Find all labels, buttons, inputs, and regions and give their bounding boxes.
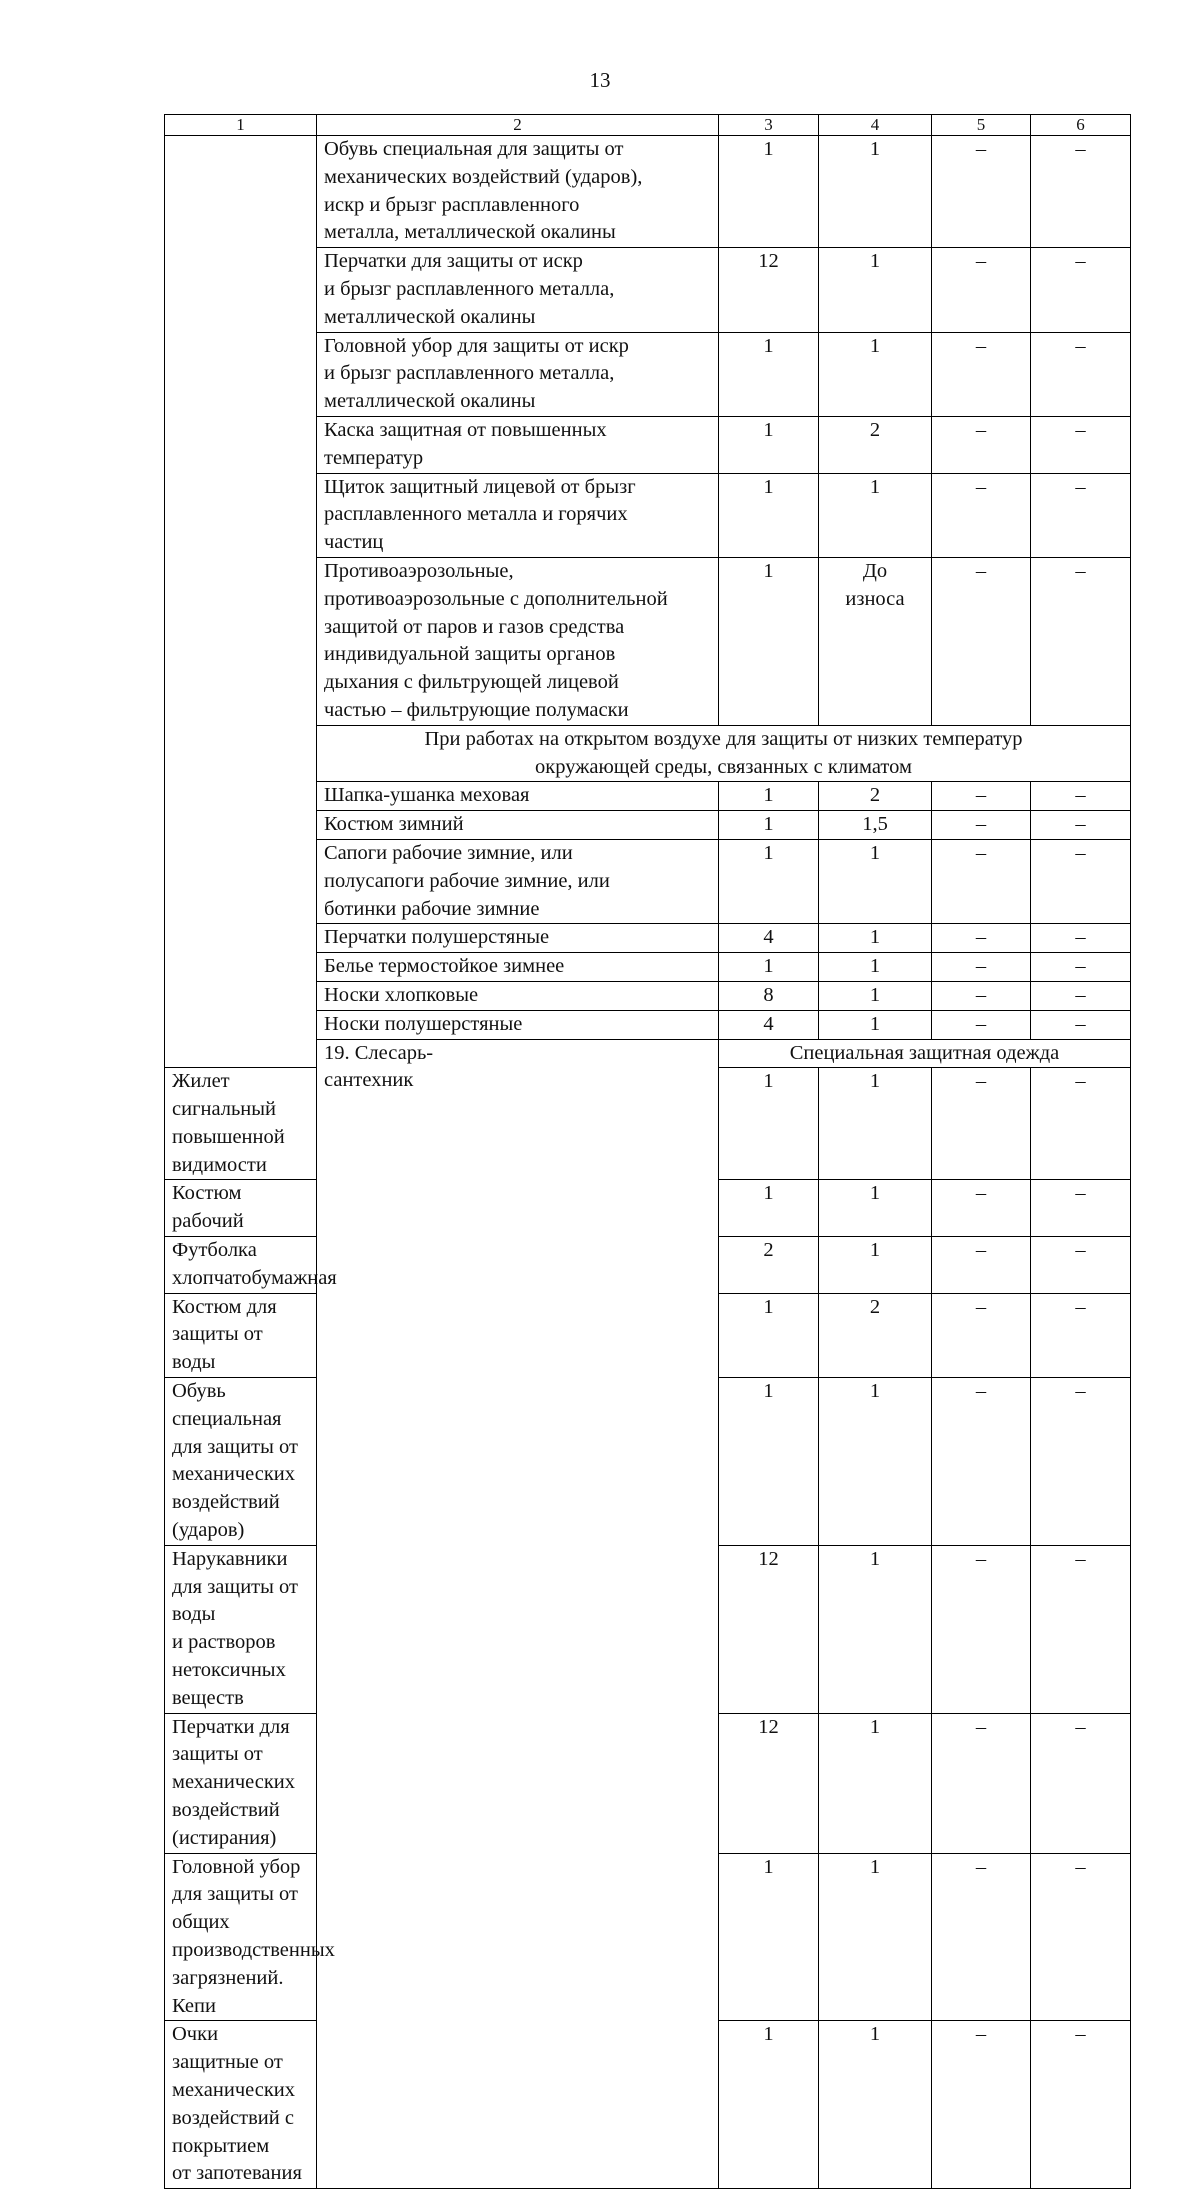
column-5-value: – [932,924,1031,953]
issue-quantity: 1 [719,1068,819,1180]
item-name: Футболка хлопчатобумажная [165,1237,317,1294]
item-name: Перчатки для защиты от искр и брызг расплавленного металла, металлической окалины [317,248,719,332]
item-name: Щиток защитный лицевой от брызг расплавленного металла и горячих частиц [317,473,719,557]
issue-quantity: 12 [719,1713,819,1853]
item-name: Нарукавники для защиты от воды и растворов нетоксичных веществ [165,1545,317,1713]
wear-period: 1 [819,1237,932,1294]
section-heading-special: Специальная защитная одежда [719,1039,1131,1068]
ppe-norms-table [164,114,1131,2189]
wear-period: 2 [819,782,932,811]
profession-name: 19. Слесарь- сантехник [317,1039,719,2189]
column-6-value: – [1031,1068,1131,1180]
column-5-value: – [932,1293,1031,1377]
item-name: Обувь специальная для защиты от механических воздействий (ударов) [165,1378,317,1546]
wear-period: 1 [819,981,932,1010]
column-6-value: – [1031,953,1131,982]
column-6-value: – [1031,473,1131,557]
column-5-value: – [932,1545,1031,1713]
wear-period: До износа [819,557,932,725]
wear-period: 1 [819,1853,932,2021]
column-6-value: – [1031,1545,1131,1713]
item-name: Очки защитные от механических воздействий с покрытием от запотевания [165,2021,317,2189]
issue-quantity: 1 [719,839,819,923]
page-number: 13 [589,68,611,92]
column-number: 4 [819,115,932,136]
wear-period: 1 [819,1378,932,1546]
column-6-value: – [1031,839,1131,923]
column-5-value: – [932,136,1031,248]
wear-period: 1 [819,1713,932,1853]
column-5-value: – [932,839,1031,923]
wear-period: 1 [819,136,932,248]
column-5-value: – [932,557,1031,725]
issue-quantity: 8 [719,981,819,1010]
column-6-value: – [1031,1853,1131,2021]
item-name: Шапка-ушанка меховая [317,782,719,811]
column-5-value: – [932,1853,1031,2021]
column-5-value: – [932,248,1031,332]
column-5-value: – [932,1068,1031,1180]
wear-period: 1 [819,473,932,557]
item-name: Перчатки полушерстяные [317,924,719,953]
column-5-value: – [932,981,1031,1010]
column-6-value: – [1031,1293,1131,1377]
item-name: Костюм рабочий [165,1180,317,1237]
column-6-value: – [1031,811,1131,840]
column-5-value: – [932,811,1031,840]
column-6-value: – [1031,136,1131,248]
item-name: Обувь специальная для защиты от механических воздействий (ударов), искр и брызг расплавленного металла, металлической окалины [317,136,719,248]
column-6-value: – [1031,1237,1131,1294]
column-6-value: – [1031,1378,1131,1546]
item-name: Носки полушерстяные [317,1010,719,1039]
column-6-value: – [1031,1180,1131,1237]
wear-period: 1 [819,924,932,953]
item-name: Головной убор для защиты от искр и брызг расплавленного металла, металлической окалины [317,332,719,416]
issue-quantity: 1 [719,332,819,416]
issue-quantity: 4 [719,924,819,953]
profession-cell-continued [165,136,317,1068]
column-number: 2 [317,115,719,136]
column-5-value: – [932,1713,1031,1853]
issue-quantity: 1 [719,811,819,840]
item-name: Костюм зимний [317,811,719,840]
issue-quantity: 1 [719,1180,819,1237]
column-5-value: – [932,2021,1031,2189]
wear-period: 1,5 [819,811,932,840]
item-name: Носки хлопковые [317,981,719,1010]
item-name: Костюм для защиты от воды [165,1293,317,1377]
issue-quantity: 1 [719,1293,819,1377]
issue-quantity: 1 [719,136,819,248]
item-name: Перчатки для защиты от механических воздействий (истирания) [165,1713,317,1853]
issue-quantity: 1 [719,473,819,557]
column-5-value: – [932,782,1031,811]
column-5-value: – [932,953,1031,982]
column-5-value: – [932,473,1031,557]
column-5-value: – [932,416,1031,473]
item-name: Головной убор для защиты от общих производственных загрязнений. Кепи [165,1853,317,2021]
column-5-value: – [932,332,1031,416]
item-name: Сапоги рабочие зимние, или полусапоги рабочие зимние, или ботинки рабочие зимние [317,839,719,923]
issue-quantity: 4 [719,1010,819,1039]
section-heading-outdoor: При работах на открытом воздухе для защиты от низких температур окружающей среды, связанных с климатом [317,725,1131,782]
column-6-value: – [1031,557,1131,725]
issue-quantity: 12 [719,248,819,332]
wear-period: 1 [819,1545,932,1713]
column-6-value: – [1031,416,1131,473]
column-5-value: – [932,1180,1031,1237]
wear-period: 1 [819,839,932,923]
wear-period: 1 [819,1180,932,1237]
issue-quantity: 1 [719,1378,819,1546]
column-6-value: – [1031,782,1131,811]
column-5-value: – [932,1378,1031,1546]
column-number: 6 [1031,115,1131,136]
column-5-value: – [932,1237,1031,1294]
item-name: Белье термостойкое зимнее [317,953,719,982]
column-6-value: – [1031,924,1131,953]
column-6-value: – [1031,981,1131,1010]
issue-quantity: 1 [719,1853,819,2021]
issue-quantity: 1 [719,953,819,982]
issue-quantity: 2 [719,1237,819,1294]
issue-quantity: 1 [719,782,819,811]
column-number: 5 [932,115,1031,136]
item-name: Каска защитная от повышенных температур [317,416,719,473]
wear-period: 1 [819,1010,932,1039]
item-name: Жилет сигнальный повышенной видимости [165,1068,317,1180]
column-number: 1 [165,115,317,136]
table-row [165,136,1131,248]
wear-period: 2 [819,416,932,473]
column-number: 3 [719,115,819,136]
issue-quantity: 1 [719,557,819,725]
column-6-value: – [1031,1713,1131,1853]
column-6-value: – [1031,1010,1131,1039]
column-6-value: – [1031,332,1131,416]
item-name: Противоаэрозольные, противоаэрозольные с дополнительной защитой от паров и газов средства индивидуальной защиты органов дыхания с фильтрующей лицевой частью – фильтрующие полумаски [317,557,719,725]
column-6-value: – [1031,248,1131,332]
wear-period: 1 [819,2021,932,2189]
wear-period: 1 [819,1068,932,1180]
issue-quantity: 1 [719,2021,819,2189]
wear-period: 1 [819,953,932,982]
issue-quantity: 12 [719,1545,819,1713]
issue-quantity: 1 [719,416,819,473]
column-number-row [165,115,1131,136]
wear-period: 1 [819,248,932,332]
column-6-value: – [1031,2021,1131,2189]
wear-period: 2 [819,1293,932,1377]
wear-period: 1 [819,332,932,416]
column-5-value: – [932,1010,1031,1039]
